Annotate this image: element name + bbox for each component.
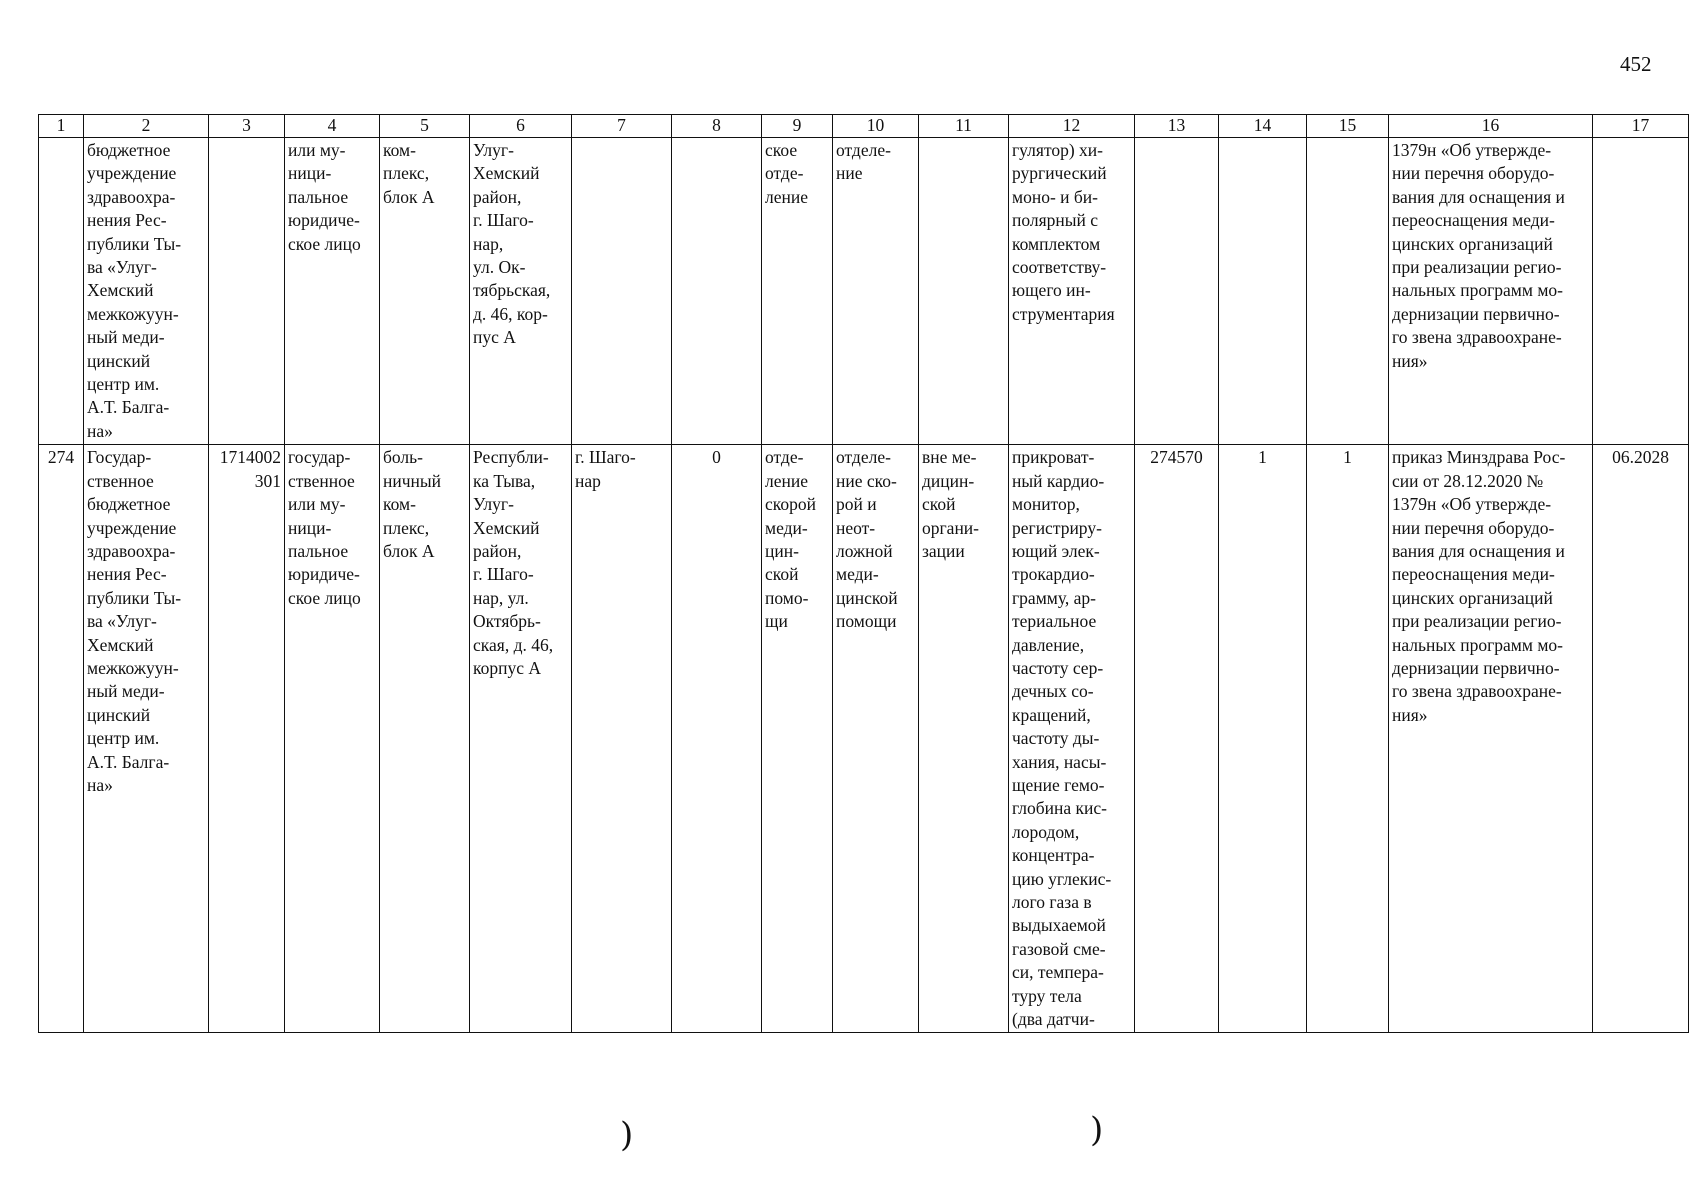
cell-qty-b xyxy=(1307,138,1389,445)
cell-building: боль- ничный ком- плекс, блок А xyxy=(380,445,470,1033)
cell-order: приказ Минздрава Рос- сии от 28.12.2020 № 1379н «Об утвержде- нии перечня оборудо- вания для оснащения и переоснащения меди- цинских организаций при реализации регио- нальных программ мо- дернизации первично- го звена здравоохране- ния» xyxy=(1389,445,1593,1033)
signature-mark: ) xyxy=(620,1115,634,1155)
cell-date xyxy=(1593,138,1689,445)
page-number: 452 xyxy=(1620,52,1652,76)
col-header: 3 xyxy=(209,115,285,138)
col-header: 1 xyxy=(39,115,84,138)
col-header: 6 xyxy=(470,115,572,138)
col-header: 4 xyxy=(285,115,380,138)
cell-qty-b: 1 xyxy=(1307,445,1389,1033)
cell-unit: отделе- ние xyxy=(833,138,919,445)
cell-address: Республи- ка Тыва, Улуг- Хемский район, г. Шаго- нар, ул. Октябрь- ская, д. 46, корпус А xyxy=(470,445,572,1033)
cell-locality: г. Шаго- нар xyxy=(572,445,672,1033)
cell-equipment: гулятор) хи- рургический моно- и би- полярный с комплектом соответству- ющего ин- струментария xyxy=(1009,138,1135,445)
col-header: 12 xyxy=(1009,115,1135,138)
col-header: 17 xyxy=(1593,115,1689,138)
cell-organization: бюджетное учреждение здравоохра- нения Рес- публики Ты- ва «Улуг- Хемский межкожуун- ный меди- цинский центр им. А.Т. Балга- на» xyxy=(84,138,209,445)
cell-organization: Государ- ственное бюджетное учреждение здравоохра- нения Рес- публики Ты- ва «Улуг- Хемский межкожуун- ный меди- цинский центр им. А.Т. Балга- на» xyxy=(84,445,209,1033)
cell-code xyxy=(1135,138,1219,445)
cell-address: Улуг- Хемский район, г. Шаго- нар, ул. Ок- тябрьская, д. 46, кор- пус А xyxy=(470,138,572,445)
cell-code: 274570 xyxy=(1135,445,1219,1033)
cell-department: отде- ление скорой меди- цин- ской помо- щи xyxy=(762,445,833,1033)
col-header: 11 xyxy=(919,115,1009,138)
col-header: 16 xyxy=(1389,115,1593,138)
cell-inn xyxy=(209,138,285,445)
col-header: 14 xyxy=(1219,115,1307,138)
header-row xyxy=(39,115,1689,138)
cell-qty-a xyxy=(1219,138,1307,445)
cell-number: 274 xyxy=(39,445,84,1033)
col-header: 7 xyxy=(572,115,672,138)
cell-conditions xyxy=(919,138,1009,445)
cell-legal-form: или му- ници- пальное юридиче- ское лицо xyxy=(285,138,380,445)
cell-building: ком- плекс, блок А xyxy=(380,138,470,445)
cell-number xyxy=(39,138,84,445)
col-header: 10 xyxy=(833,115,919,138)
cell-department: ское отде- ление xyxy=(762,138,833,445)
col-header: 15 xyxy=(1307,115,1389,138)
signature-mark: ) xyxy=(1090,1110,1104,1150)
table-row xyxy=(39,445,1689,1033)
cell-conditions: вне ме- дицин- ской органи- зации xyxy=(919,445,1009,1033)
cell-equipment: прикроват- ный кардио- монитор, регистриру- ющий элек- трокардио- грамму, ар- териальное давление, частоту сер- дечных со- кращений, частоту ды- хания, насы- щение гемо- глобина кис- лородом, концентра- цию углекис- лого газа в выдыхаемой газовой сме- си, темпера- туру тела (два датчи- xyxy=(1009,445,1135,1033)
col-header: 2 xyxy=(84,115,209,138)
cell-inn: 1714002 301 xyxy=(209,445,285,1033)
cell-qty-a: 1 xyxy=(1219,445,1307,1033)
cell-locality xyxy=(572,138,672,445)
col-header: 8 xyxy=(672,115,762,138)
cell-count xyxy=(672,138,762,445)
cell-unit: отделе- ние ско- рой и неот- ложной меди- цинской помощи xyxy=(833,445,919,1033)
cell-order: 1379н «Об утвержде- нии перечня оборудо- вания для оснащения и переоснащения меди- цинских организаций при реализации регио- нальных программ мо- дернизации первично- го звена здравоохране- ния» xyxy=(1389,138,1593,445)
col-header: 5 xyxy=(380,115,470,138)
col-header: 9 xyxy=(762,115,833,138)
table-row xyxy=(39,138,1689,445)
cell-legal-form: государ- ственное или му- ници- пальное юридиче- ское лицо xyxy=(285,445,380,1033)
equipment-table xyxy=(38,114,1689,1033)
col-header: 13 xyxy=(1135,115,1219,138)
cell-count: 0 xyxy=(672,445,762,1033)
cell-date: 06.2028 xyxy=(1593,445,1689,1033)
